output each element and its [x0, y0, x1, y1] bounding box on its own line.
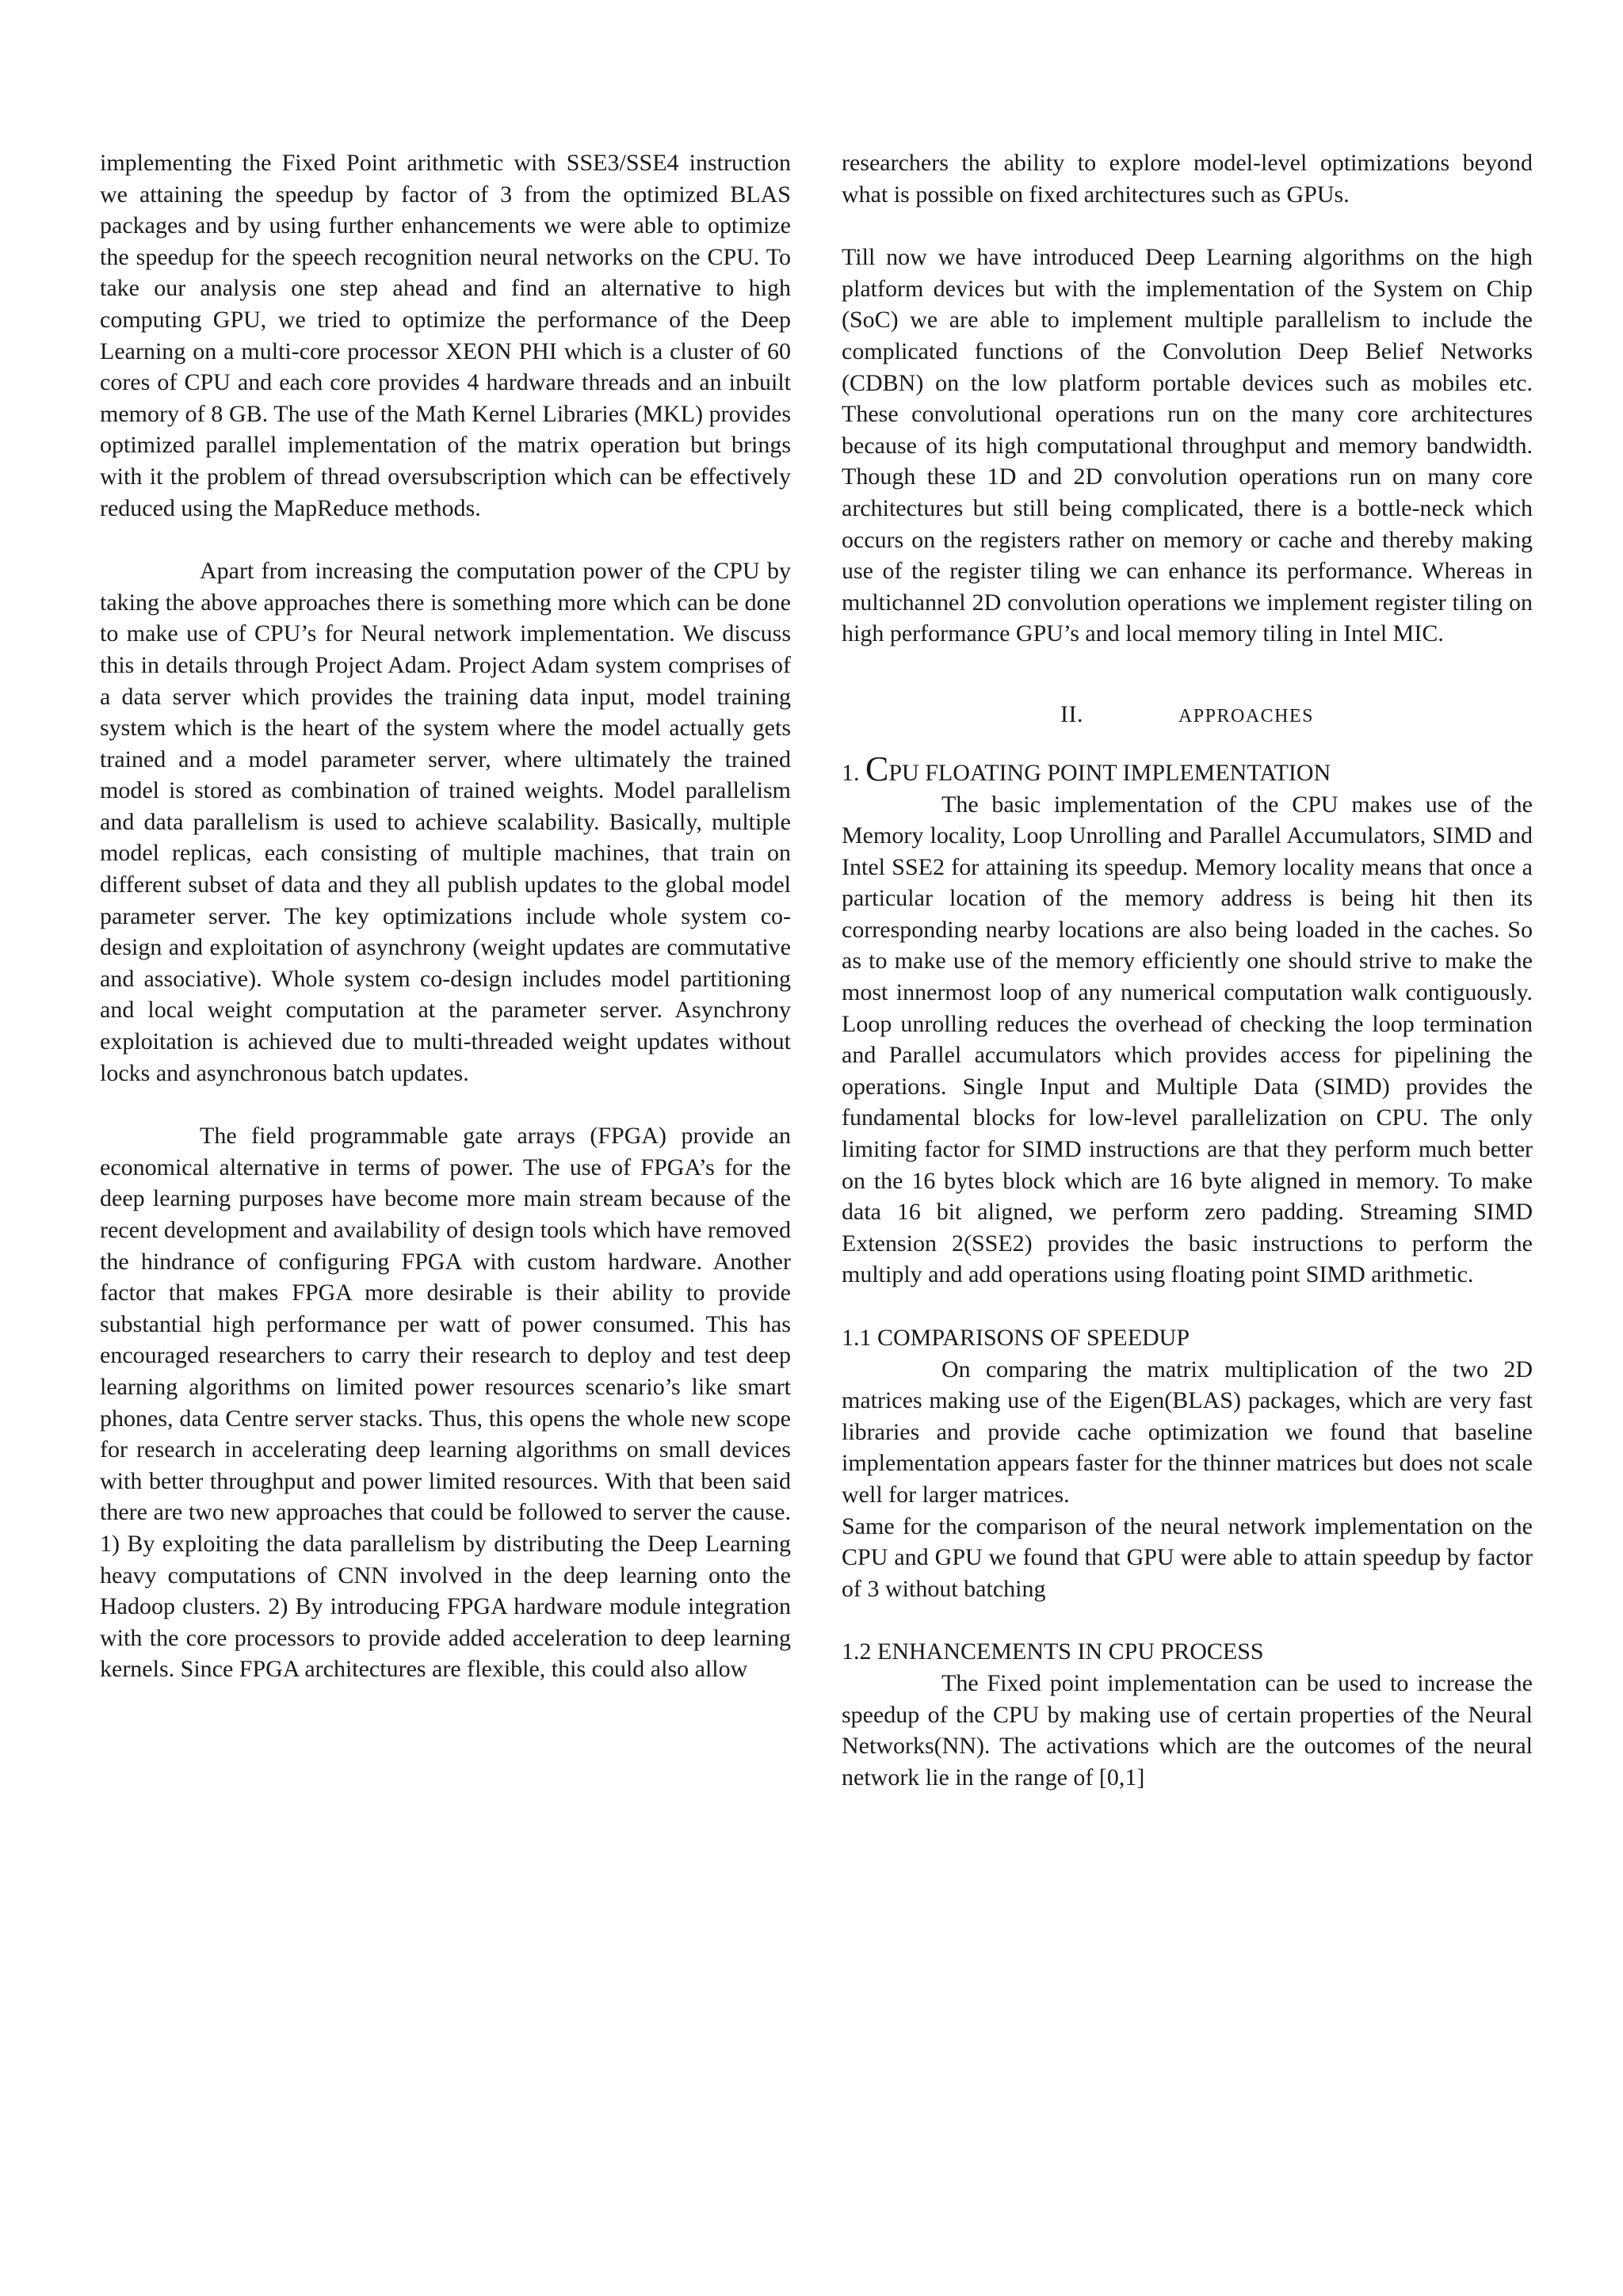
section-heading — [842, 699, 1533, 733]
subsection-1-2-heading: 1.2 ENHANCEMENTS IN CPU PROCESS — [842, 1638, 1264, 1665]
section-title: APPROACHES — [1178, 705, 1315, 727]
subsection-1-2-text: The Fixed point implementation can be used to increase the speedup of the CPU by making use of certain properties of the Neural Networks(NN). The activations which are the outcomes of the neural network lie in the range of [0,1] — [842, 1669, 1533, 1791]
subsection-1-1-heading: 1.1 COMPARISONS OF SPEEDUP — [842, 1325, 1190, 1351]
subsection-1-heading — [842, 749, 1533, 789]
right-paragraph-1: researchers the ability to explore model-level optimizations beyond what is possible on fixed architectures such as GPUs. — [842, 150, 1533, 208]
left-column — [100, 147, 791, 1685]
left-paragraph-2: Apart from increasing the computation power of the CPU by taking the above approaches there is something more which can be done to make use of CPU’s for Neural network implementation. We discuss this in details through Project Adam. Project Adam system comprises of a data server which provides the training data input, model training system which is the heart of the system where the model actually gets trained and a model parameter server, where ultimately the trained model is stored as combination of trained weights. Model parallelism and data parallelism is used to achieve scalability. Basically, multiple model replicas, each consisting of multiple machines, that train on different subset of data and they all publish updates to the global model parameter server. The key optimizations include whole system co-design and exploitation of asynchrony (weight updates are commutative and associative). Whole system co-design includes model partitioning and local weight computation at the parameter server. Asynchrony exploitation is achieved due to multi-threaded weight updates without locks and asynchronous batch updates. — [100, 558, 791, 1086]
subsection-1-title-rest: PU FLOATING POINT IMPLEMENTATION — [888, 759, 1331, 786]
subsection-1-1-text-1: On comparing the matrix multiplication of the two 2D matrices making use of the Eigen(BLAS) packages, which are very fast libraries and provide cache optimization we found that baseline implementation appears faster for the thinner matrices but does not scale well for larger matrices. — [842, 1356, 1533, 1508]
subsection-1-prefix: 1. — [842, 759, 865, 786]
left-paragraph-3: The field programmable gate arrays (FPGA) provide an economical alternative in terms of power. The use of FPGA’s for the deep learning purposes have become more main stream because of the recent development and availability of design tools which have removed the hindrance of configuring FPGA with custom hardware. Another factor that makes FPGA more desirable is their ability to provide substantial high performance per watt of power consumed. This has encouraged researchers to carry their research to deploy and test deep learning algorithms on limited power resources scenario’s like smart phones, data Centre server stacks. Thus, this opens the whole new scope for research in accelerating deep learning algorithms on small devices with better throughput and power limited resources. With that been said there are two new approaches that could be followed to server the cause. 1) By exploiting the data parallelism by distributing the Deep Learning heavy computations of CNN involved in the deep learning onto the Hadoop clusters. 2) By introducing FPGA hardware module integration with the core processors to provide added acceleration to deep learning kernels. Since FPGA architectures are flexible, this could also allow — [100, 1123, 791, 1683]
section-number: II. — [1060, 700, 1083, 727]
right-paragraph-2: Till now we have introduced Deep Learning algorithms on the high platform devices but with the implementation of the System on Chip (SoC) we are able to implement multiple parallelism to include the complicated functions of the Convolution Deep Belief Networks (CDBN) on the low platform portable devices such as mobiles etc. These convolutional operations run on the many core architectures because of its high computational throughput and memory bandwidth. Though these 1D and 2D convolution operations run on many core architectures but still being complicated, there is a bottle-neck which occurs on the registers rather on memory or cache and thereby making use of the register tiling we can enhance its performance. Whereas in multichannel 2D convolution operations we implement register tiling on high performance GPU’s and local memory tiling in Intel MIC. — [842, 244, 1533, 647]
subsection-1-1-text-2: Same for the comparison of the neural network implementation on the CPU and GPU we found that GPU were able to attain speedup by factor of 3 without batching — [842, 1512, 1533, 1602]
subsection-1-text: The basic implementation of the CPU makes use of the Memory locality, Loop Unrolling and Parallel Accumulators, SIMD and Intel SSE2 for attaining its speedup. Memory locality means that once a particular location of the memory address is being hit then its corresponding nearby locations are also being loaded in the caches. So as to make use of the memory efficiently one should strive to make the most innermost loop of any numerical computation walk contiguously. Loop unrolling reduces the overhead of checking the loop termination and Parallel accumulators which provides access for pipelining the operations. Single Input and Multiple Data (SIMD) provides the fundamental blocks for low-level parallelization on CPU. The only limiting factor for SIMD instructions are that they perform much better on the 16 bytes block which are 16 byte aligned in memory. To make data 16 bit aligned, we perform zero padding. Streaming SIMD Extension 2(SSE2) provides the basic instructions to perform the multiply and add operations using floating point SIMD arithmetic. — [842, 791, 1533, 1288]
subsection-1-big-letter: C — [865, 749, 889, 788]
right-column — [842, 147, 1533, 1793]
left-paragraph-1: implementing the Fixed Point arithmetic with SSE3/SSE4 instruction we attaining the speedup by factor of 3 from the optimized BLAS packages and by using further enhancements we were able to optimize the speedup for the speech recognition neural networks on the CPU. To take our analysis one step ahead and find an alternative to high computing GPU, we tried to optimize the performance of the Deep Learning on a multi-core processor XEON PHI which is a cluster of 60 cores of CPU and each core provides 4 hardware threads and an inbuilt memory of 8 GB. The use of the Math Kernel Libraries (MKL) provides optimized parallel implementation of the matrix operation but brings with it the problem of thread oversubscription which can be effectively reduced using the MapReduce methods. — [100, 150, 791, 521]
